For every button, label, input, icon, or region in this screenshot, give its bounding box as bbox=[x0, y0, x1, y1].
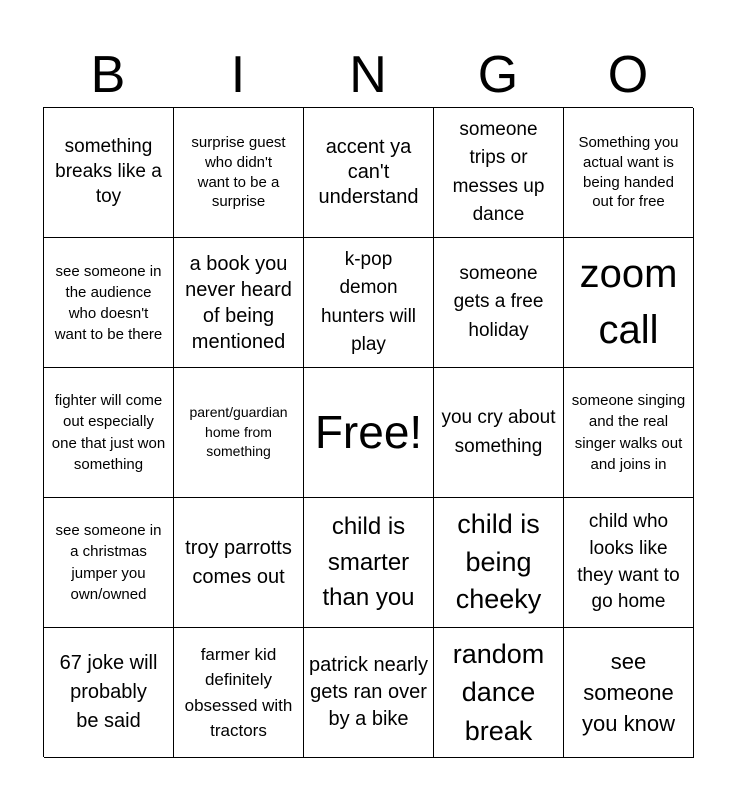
cell-text: a book you never heard of being mentioned bbox=[185, 252, 292, 353]
bingo-cell[interactable] bbox=[174, 498, 304, 628]
cell-text: someone singing and the real singer walks out and joins in bbox=[571, 391, 686, 473]
cell-text: see someone in a christmas jumper you own/owned bbox=[55, 521, 162, 603]
bingo-cell[interactable] bbox=[564, 498, 694, 628]
cell-text: see someone in the audience who doesn't want to be there bbox=[54, 262, 163, 343]
bingo-header bbox=[43, 44, 693, 106]
bingo-cell[interactable] bbox=[174, 108, 304, 238]
bingo-cell[interactable] bbox=[174, 368, 304, 498]
bingo-cell[interactable] bbox=[434, 628, 564, 758]
bingo-cell[interactable] bbox=[434, 238, 564, 368]
cell-text: you cry about something bbox=[441, 407, 556, 457]
cell-text: accent ya can't understand bbox=[318, 136, 419, 208]
bingo-cell[interactable] bbox=[44, 368, 174, 498]
bingo-board bbox=[43, 107, 693, 757]
bingo-cell[interactable] bbox=[304, 368, 434, 498]
bingo-cell[interactable] bbox=[434, 368, 564, 498]
cell-text: zoom call bbox=[579, 252, 678, 352]
cell-text: surprise guest who didn't want to be a surprise bbox=[191, 133, 286, 211]
bingo-cell[interactable] bbox=[304, 628, 434, 758]
header-letter-o: O bbox=[607, 46, 649, 104]
bingo-cell[interactable] bbox=[44, 628, 174, 758]
cell-text: someone trips or messes up dance bbox=[452, 118, 545, 225]
header-letter-n: N bbox=[349, 46, 387, 104]
cell-text: fighter will come out especially one that just won something bbox=[51, 391, 166, 473]
bingo-cell[interactable] bbox=[564, 238, 694, 368]
bingo-cell[interactable] bbox=[564, 108, 694, 238]
cell-text: Free! bbox=[314, 405, 423, 458]
cell-text: k-pop demon hunters will play bbox=[320, 248, 417, 355]
cell-text: child is being cheeky bbox=[455, 508, 542, 615]
bingo-cell[interactable] bbox=[174, 628, 304, 758]
bingo-cell[interactable] bbox=[304, 238, 434, 368]
bingo-cell[interactable] bbox=[304, 498, 434, 628]
cell-text: troy parrotts comes out bbox=[185, 536, 292, 588]
bingo-cell[interactable] bbox=[174, 238, 304, 368]
bingo-cell[interactable] bbox=[44, 108, 174, 238]
cell-text: farmer kid definitely obsessed with tractors bbox=[184, 645, 293, 740]
header-letter-b: B bbox=[90, 46, 126, 104]
cell-text: someone gets a free holiday bbox=[453, 262, 544, 341]
cell-text: child is smarter than you bbox=[322, 513, 415, 612]
bingo-cell[interactable] bbox=[304, 108, 434, 238]
header-letter-g: G bbox=[477, 46, 519, 104]
cell-text: parent/guardian home from something bbox=[189, 403, 288, 460]
cell-text: patrick nearly gets ran over by a bike bbox=[309, 654, 428, 730]
bingo-cell[interactable] bbox=[564, 628, 694, 758]
bingo-cell[interactable] bbox=[434, 498, 564, 628]
bingo-cell[interactable] bbox=[564, 368, 694, 498]
cell-text: 67 joke will probably be said bbox=[59, 652, 158, 732]
cell-text: Something you actual want is being handed out for free bbox=[578, 133, 679, 211]
cell-text: see someone you know bbox=[582, 648, 675, 737]
cell-text: child who looks like they want to go home bbox=[577, 510, 680, 613]
bingo-cell[interactable] bbox=[44, 238, 174, 368]
header-letter-i: I bbox=[230, 46, 246, 104]
bingo-cell[interactable] bbox=[44, 498, 174, 628]
bingo-cell[interactable] bbox=[434, 108, 564, 238]
cell-text: random dance break bbox=[452, 639, 545, 746]
cell-text: something breaks like a toy bbox=[55, 136, 162, 207]
